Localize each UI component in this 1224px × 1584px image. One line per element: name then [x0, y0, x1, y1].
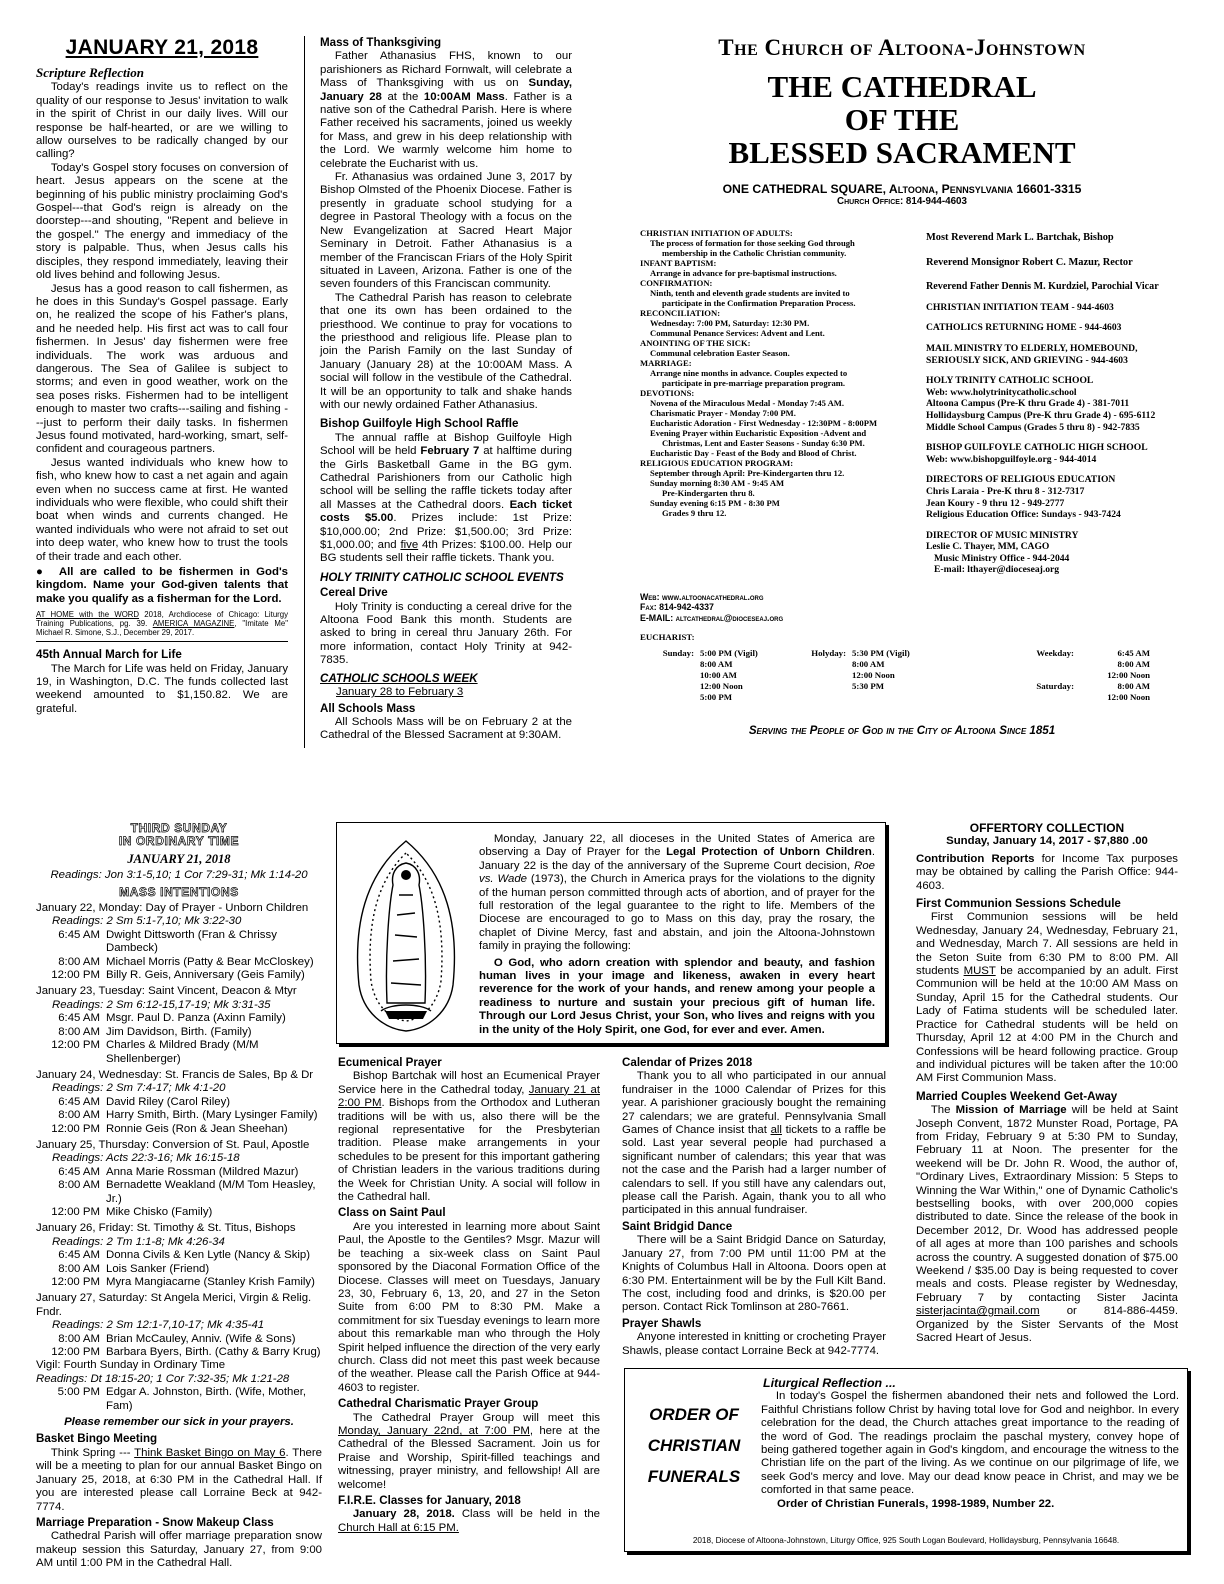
intentions-title-2: IN ORDINARY TIME: [118, 834, 240, 849]
mass-intention: [36, 1123, 322, 1136]
prolife-text: [479, 833, 875, 1037]
ecumenical-text: Bishop Bartchak will host an Ecumenical Prayer Service here in the Cathedral today, January 21 at 2:00 PM. Bishops from the Orthodox and Lutheran traditions will be with us, also there will be the regional representative for the Presbyterian tradition. Please make arrangements in your schedules to be present for this important gathering of Christian leaders in the various traditions during the Week for Christian Unity. A social will follow in the Cathedral hall.: [338, 1070, 601, 1204]
saturday-time: 8:00 AM: [1117, 681, 1150, 691]
motto: Serving the People of God in the City of Altoona Since 1851: [748, 724, 1056, 737]
mass-for: Billy R. Geis, Anniversary (Geis Family): [106, 969, 305, 982]
directory-line: Altoona Campus (Pre-K thru Grade 4) - 381-7011: [926, 398, 1130, 410]
intentions-column: [36, 822, 322, 1571]
mass-for: Bernadette Weakland (M/M Tom Heasley, Jr.): [106, 1179, 316, 1205]
sunday-label: Sunday:: [662, 648, 694, 658]
stpaul-title: Class on Saint Paul: [338, 1206, 446, 1220]
clergy-directory: [926, 232, 1188, 576]
cathedral-title-2: OF THE: [844, 102, 960, 137]
thanksgiving-title: Mass of Thanksgiving: [320, 36, 442, 49]
vicar-name: Reverend Father Dennis M. Kurdziel, Parochial Vicar: [926, 281, 1159, 293]
sacrament-line: Eucharistic Day - Feast of the Body and Blood of Christ.: [650, 448, 857, 458]
weekday-time: 6:45 AM: [1117, 648, 1150, 658]
reflection-text: In today's Gospel the fishermen abandoned their nets and followed the Lord. Faithful Christians follow Christ by having total love for God and neighbor. In every celebration for the dead, the Church attaches great importance to the reading of the word of God. The readings proclaim the paschal mystery, convey hope of being gathered together again in God's kingdom, and encourage the witness to the Christian life on the part of the living. As we continue on our pilgrimage of life, we seek God's mercy and love. May our dead know peace in Christ, and may we be comforted in that same peace.: [761, 1390, 1179, 1497]
mass-time: 6:45 AM: [58, 1249, 100, 1262]
mass-for: Michael Morris (Patty & Bear McCloskey): [106, 955, 314, 968]
intentions-heading: MASS INTENTIONS: [119, 884, 239, 899]
funerals-label-line: FUNERALS: [647, 1467, 741, 1486]
mass-intention: [36, 1206, 322, 1219]
communion-title: First Communion Sessions Schedule: [916, 897, 1121, 911]
weekday-time: 12:00 Noon: [1107, 670, 1150, 680]
sacrament-heading: CHRISTIAN INITIATION OF ADULTS:: [640, 228, 793, 238]
sunday-time: 5:00 PM: [700, 692, 733, 702]
directory-line: Religious Education Office: Sundays - 943-7424: [926, 509, 1121, 521]
raffle-title: Bishop Guilfoyle High School Raffle: [320, 417, 519, 431]
funerals-label: [635, 1399, 753, 1492]
holytrinity-text: Holy Trinity is conducting a cereal drive for the Altoona Food Bank this month. Students are asked to bring in cereal thru January 26th. For more information, contact Holy Trinity at 942-7835.: [320, 600, 572, 667]
intention-day-title: January 25, Thursday: Conversion of St. Paul, Apostle: [36, 1138, 310, 1151]
intentions-date: JANUARY 21, 2018: [127, 851, 231, 866]
sacrament-line: The process of formation for those seeking God through: [650, 238, 855, 248]
scripture-column: [36, 36, 288, 716]
brigid-title: Saint Bridgid Dance: [622, 1219, 733, 1233]
holytrinity-sub: Cereal Drive: [320, 586, 388, 600]
sacrament-heading: INFANT BAPTISM:: [640, 258, 717, 268]
mass-for: Mike Chisko (Family): [106, 1205, 213, 1218]
weekday-time: 8:00 AM: [1117, 659, 1150, 669]
mass-time: 12:00 PM: [51, 1276, 100, 1288]
sacrament-line: Wednesday: 7:00 PM, Saturday: 12:30 PM.: [650, 318, 810, 328]
intention-day-readings: Readings: 2 Tm 1:1-8; Mk 4:26-34: [52, 1235, 225, 1248]
shawls-text: Anyone interested in knitting or crocheting Prayer Shawls, please contact Lorraine Beck at 942-7774.: [622, 1331, 886, 1357]
mass-time: 6:45 AM: [58, 1165, 100, 1178]
offertory-reports: Contribution Reports for Income Tax purposes may be obtained by calling the Parish Office: 944-4603.: [916, 852, 1178, 892]
mass-intention: [36, 969, 322, 982]
website-link[interactable]: Web: www.altoonacathedral.org: [640, 592, 764, 602]
scripture-bullet: ● All are called to be fishermen in God's kingdom. Name your God-given talents that make you qualify as a fisherman for the Lord.: [36, 566, 288, 605]
church-office-phone: Church Office: 814-944-4603: [837, 196, 967, 207]
getaway-text: The Mission of Marriage will be held at Saint Joseph Convent, 1872 Munster Road, Portage, PA from Friday, February 9 at 5:30 PM to Sunday, February 11 at Noon. The presenter for the weekend will be Dr. John R. Wood, the author of, "Ordinary Lives, Extraordinary Mission: 5 Steps to Winning the War Within," one of Dynamic Catholic's bestselling books, with over 200,000 copies distributed to date. Since the release of the book in December 2012, Dr. Wood has addressed people of all ages at more than 100 parishes and schools across the country. A suggested donation of $75.00 Weekend / $35.00 Day is being requested to cover meals and costs. Please register by Wednesday, February 7 by contacting Sister Jacinta sisterjacinta@gmail.com or 814-886-4459. Organized by the Sister Servants of the Most Sacred Heart of Jesus.: [916, 1104, 1179, 1345]
church-address: ONE CATHEDRAL SQUARE, Altoona, Pennsylvania 16601-3315: [722, 182, 1082, 196]
prolife-paragraph: Monday, January 22, all dioceses in the United States of America are observing a Day of Prayer for the Legal Protection of Unborn Children. January 22 is the day of the anniversary of the Supreme Court decision, Roe vs. Wade (1973), the Church in America prays for the violations to the dignity of the human person committed through acts of abortion, and of prayer for the full restoration of the legal guarantee to the right to life. Members of the Diocese are encouraged to go to Mass on this day, pray the rosary, the chaplet of Divine Mercy, fast and abstain, and join the Altoona-Johnstown family in praying the following:: [479, 833, 876, 953]
fire-text: January 28, 2018. Class will be held in the Church Hall at 6:15 PM.: [338, 1508, 600, 1534]
sacrament-heading: RELIGIOUS EDUCATION PROGRAM:: [640, 458, 794, 468]
brigid-text: There will be a Saint Bridgid Dance on Saturday, January 27, from 7:00 PM until 11:00 PM at the Knights of Columbus Hall in Altoona. Doors open at 6:30 PM. Entertainment will be by the Full Kilt Band. The cost, including food and drinks, is $20.00 per person. Contact Rick Tomlinson at 280-7661.: [622, 1234, 886, 1314]
fire-title: F.I.R.E. Classes for January, 2018: [338, 1494, 521, 1507]
mass-time: 6:45 AM: [58, 928, 100, 941]
sunday-time: 5:00 PM (Vigil): [700, 648, 758, 658]
sacrament-heading: CONFIRMATION:: [640, 278, 713, 288]
sunday-time: 8:00 AM: [700, 659, 733, 669]
sick-prayer: Please remember our sick in your prayers.: [64, 1416, 294, 1429]
stpaul-text: Are you interested in learning more about Saint Paul, the Apostle to the Gentiles? Msgr. Mazur will be teaching a six-week class on Saint Paul sponsored by the Diaconal Formation Office of the Diocese. Classes will meet on Tuesdays, January 23, 30, February 6, 13, 20, and 27 in the Seton Suite from 6:00 PM to 8:30 PM. Make a commitment for six Tuesday evenings to learn more about this remarkable man who through the Holy Spirit helped influence the direction of the very early church. Class did not meet this past week because of the weather. Please call the Parish Office at 944-4603 to register.: [338, 1220, 600, 1394]
mass-for: Anna Marie Rossman (Mildred Mazur): [106, 1165, 299, 1178]
sunday-times: [700, 648, 780, 703]
intention-day-title: January 26, Friday: St. Timothy & St. Titus, Bishops: [36, 1222, 296, 1235]
mass-intention: [36, 1096, 322, 1109]
mass-time: 8:00 AM: [58, 1025, 100, 1038]
intentions-readings: Readings: Jon 3:1-5,10; 1 Cor 7:29-31; Mk 1:14-20: [50, 869, 308, 882]
ecumenical-title: Ecumenical Prayer: [338, 1056, 442, 1069]
scripture-title: Scripture Reflection: [36, 65, 144, 80]
directory-line: Middle School Campus (Grades 5 thru 8) - 942-7835: [926, 421, 1140, 433]
sacrament-line: participate in pre-marriage preparation program.: [662, 378, 846, 388]
mass-intention: [36, 1276, 322, 1289]
vigil-readings: Readings: Dt 18:15-20; 1 Cor 7:32-35; Mk 1:21-28: [36, 1372, 290, 1385]
holytrinity-title: HOLY TRINITY CATHOLIC SCHOOL EVENTS: [320, 570, 564, 584]
mass-intention: [36, 1039, 322, 1066]
directory-heading: HOLY TRINITY CATHOLIC SCHOOL: [926, 375, 1094, 387]
funerals-reflection: [761, 1377, 1179, 1511]
sacrament-line: September through April: Pre-Kindergarten thru 12.: [650, 468, 845, 478]
directory-heading: CHRISTIAN INITIATION TEAM - 944-4603: [926, 301, 1114, 313]
mass-time: 6:45 AM: [58, 1095, 100, 1108]
mass-for: Jim Davidson, Birth. (Family): [106, 1025, 252, 1038]
vigil-mass: 5:00 PM Edgar A. Johnston, Birth. (Wife, Mother, Fam): [57, 1386, 307, 1412]
intention-day-title: January 23, Tuesday: Saint Vincent, Deacon & Mtyr: [36, 985, 297, 998]
sacrament-line: Grades 9 thru 12.: [662, 508, 727, 518]
directory-heading: DIRECTORS OF RELIGIOUS EDUCATION: [926, 474, 1116, 486]
holyday-time: 5:30 PM: [852, 681, 885, 691]
bishop-name: Most Reverend Mark L. Bartchak, Bishop: [926, 232, 1114, 243]
marriageprep-title: Marriage Preparation - Snow Makeup Class: [36, 1515, 274, 1529]
mass-intention: [36, 1249, 322, 1262]
mass-for: David Riley (Carol Riley): [106, 1095, 231, 1108]
scripture-paragraph: Today's readings invite us to reflect on the quality of our response to Jesus' invitation to walk in the spirit of Christ in our daily lives. Will our response be half-hearted, or are we willing to allow ourselves to be radically changed by our calling?: [36, 81, 288, 161]
mass-for: Harry Smith, Birth. (Mary Lysinger Family): [106, 1109, 318, 1122]
contact-block: [640, 592, 783, 623]
mass-intention: [36, 1346, 322, 1359]
directory-heading: MAIL MINISTRY TO ELDERLY, HOMEBOUND, SERIOUSLY SICK, AND GRIEVING - 944-4603: [926, 342, 1138, 366]
weekday-times: [1080, 648, 1150, 703]
intention-day: [36, 1139, 322, 1219]
mass-intention: [36, 956, 322, 969]
mass-time: 12:00 PM: [51, 969, 100, 982]
intention-day: [36, 1292, 322, 1359]
mass-for: Barbara Byers, Birth. (Cathy & Barry Krug): [106, 1346, 321, 1359]
reflection-title: Liturgical Reflection ...: [763, 1376, 896, 1390]
calendar-title: Calendar of Prizes 2018: [622, 1056, 753, 1069]
sacrament-line: Novena of the Miraculous Medal - Monday 7:45 AM.: [650, 398, 845, 408]
mass-intention: [36, 1012, 322, 1025]
church-name: The Church of Altoona-Johnstown: [718, 35, 1086, 60]
funerals-label-line: CHRISTIAN: [647, 1436, 741, 1455]
sacrament-line: Christmas, Lent and Easter Seasons - Sunday 6:30 PM.: [662, 438, 865, 448]
sacrament-line: Evening Prayer within Eucharistic Exposition -Advent and: [650, 428, 867, 438]
directory-line: Hollidaysburg Campus (Pre-K thru Grade 4) - 695-6112: [926, 409, 1156, 421]
prolife-prayer: O God, who adorn creation with splendor and beauty, and fashion human lives in your image and likeness, awaken in every heart reverence for the work of your hands, and renew among your people a readiness to nurture and sustain your precious gift of human life. Through our Lord Jesus Christ, your Son, who lives and reigns with you in the unity of the Holy Spirit, one God, for ever and ever. Amen.: [479, 956, 875, 1036]
directory-line: Jean Koury - 9 thru 12 - 949-2777: [926, 497, 1065, 509]
mass-intention: [36, 1263, 322, 1276]
directory-line: Web: www.holytrinitycatholic.school: [926, 386, 1077, 398]
saturday-time: 12:00 Noon: [1107, 692, 1150, 702]
sister-jacinta-email[interactable]: sisterjacinta@gmail.com: [916, 1305, 1040, 1318]
weekday-labels: [1026, 648, 1080, 703]
fax-number: Fax: 814-942-4337: [640, 602, 714, 613]
directory-heading: BISHOP GUILFOYLE CATHOLIC HIGH SCHOOL: [926, 442, 1148, 454]
getaway-title: Married Couples Weekend Get-Away: [916, 1089, 1118, 1103]
ecumenical-column: [338, 1054, 600, 1535]
funerals-label-line: ORDER OF: [649, 1405, 739, 1424]
intention-days: [36, 902, 322, 1359]
sacrament-line: participate in the Confirmation Preparation Process.: [662, 298, 856, 308]
eucharist-schedule: [640, 632, 1180, 703]
cathedral-title-3: BLESSED SACRAMENT: [728, 135, 1076, 170]
mass-time: 8:00 AM: [58, 1262, 100, 1275]
mass-for: Donna Civils & Ken Lytle (Nancy & Skip): [106, 1249, 311, 1262]
our-lady-guadalupe-icon: [345, 835, 467, 1035]
sacrament-line: Pre-Kindergarten thru 8.: [662, 488, 755, 498]
reflection-cite: Order of Christian Funerals, 1998-1989, Number 22.: [777, 1497, 1055, 1510]
intention-day-readings: Readings: 2 Sm 5:1-7,10; Mk 3:22-30: [52, 915, 242, 928]
sacrament-heading: ANOINTING OF THE SICK:: [640, 338, 751, 348]
intention-day-readings: Readings: 2 Sm 6:12-15,17-19; Mk 3:31-35: [52, 998, 271, 1011]
sacrament-line: Charismatic Prayer - Monday 7:00 PM.: [650, 408, 796, 418]
scripture-paragraph: Today's Gospel story focuses on conversion of heart. Jesus appears on the scene at the beginning of his public ministry proclaiming God's Gospel---that God's reign is already on the doorstep---and shouting, "Repent and believe in the gospel." The energy and immediacy of the story is palpable. Thus, when Jesus calls his disciples, they respond immediately, leaving their old lives behind and following Jesus.: [36, 161, 288, 282]
sacrament-line: Arrange nine months in advance. Couples expected to: [650, 368, 848, 378]
intention-day-readings: Readings: Acts 22:3-16; Mk 16:15-18: [52, 1152, 240, 1165]
cathedral-title-1: THE CATHEDRAL: [767, 69, 1037, 104]
scripture-source: AT HOME with the WORD 2018, Archdiocese of Chicago: Liturgy Training Publications, pg. 39. AMERICA MAGAZINE, "Imitate Me" Michael R. Simone, S.J., December 29, 2017.: [36, 610, 289, 638]
communion-text: First Communion sessions will be held Wednesday, January 24, Wednesday, February 21, and Wednesday, March 7. All sessions are held in the Seton Suite from 6:30 PM to 8:00 PM. All students MUST be accompanied by an adult. First Communion will be held at the 10:00 AM Mass on Sunday, April 15 for the Cathedral students. Our Lady of Fatima students will be scheduled later. Practice for Cathedral students will be held on Thursday, April 12 at 4:00 PM in the Church and Confessions will be heard following practice. Group and individual pictures will be taken after the 10:00 AM First Communion Mass.: [916, 911, 1178, 1085]
csweek-dates: January 28 to February 3: [336, 686, 464, 699]
charismatic-title: Cathedral Charismatic Prayer Group: [338, 1397, 539, 1411]
mass-time: 8:00 AM: [58, 955, 100, 968]
mass-intention: [36, 1179, 322, 1206]
calendar-column: [622, 1054, 886, 1358]
thanksgiving-p1: Father Athanasius FHS, known to our parishioners as Richard Fornwalt, will celebrate a Mass of Thanksgiving with us on Sunday, January 28 at the 10:00AM Mass. Father is a native son of the Cathedral Parish. Here is where Father received his sacraments, joined us weekly for Mass, and grew in his deep relationship with the Lord. We warmly welcome him home to celebrate the Eucharist with us.: [320, 50, 573, 170]
mass-time: 12:00 PM: [51, 1039, 100, 1052]
holyday-time: 12:00 Noon: [852, 670, 895, 680]
sacrament-heading: DEVOTIONS:: [640, 388, 695, 398]
intention-day-title: January 22, Monday: Day of Prayer - Unborn Children: [36, 902, 309, 915]
intention-day-readings: Readings: 2 Sm 7:4-17; Mk 4:1-20: [52, 1082, 226, 1095]
mass-time: 8:00 AM: [58, 1109, 100, 1122]
charismatic-text: The Cathedral Prayer Group will meet this Monday, January 22nd, at 7:00 PM, here at the Cathedral of the Blessed Sacrament. Join us for Praise and Worship, Spirit-filled teachings and witnessing, prayer ministry, and fellowship! All are welcome!: [338, 1411, 600, 1491]
csweek-text: All Schools Mass will be on February 2 at the Cathedral of the Blessed Sacrament at 9:30AM.: [320, 715, 572, 742]
mass-for: Dwight Dittsworth (Fran & Chrissy Dambeck): [106, 928, 277, 955]
bingo-text: Think Spring --- Think Basket Bingo on May 6. There will be a meeting to plan for our annual Basket Bingo on January 25, 2018, at 6:30 PM in the Cathedral Hall. If you are interested please call Lorraine Beck at 942-7774.: [36, 1446, 322, 1513]
sacrament-line: Sunday morning 8:30 AM - 9:45 AM: [650, 478, 785, 488]
calendar-text: Thank you to all who participated in our annual fundraiser in the 1000 Calendar of Prizes for this year. A parishioner graciously bought the remaining 27 calendars; we are grateful. Pennsylvania Small Games of Chance insist that all tickets to a raffle be sold. Last year several people had purchased a significant number of calendars; this year that was not the case and the Parish had a larger number of calendars to sell. If you still have any calendars out, please call the Parish. Again, thank you to all who participated in this annual fundraiser.: [622, 1070, 886, 1217]
mass-for: Lois Sanker (Friend): [106, 1262, 210, 1275]
directory-heading: DIRECTOR OF MUSIC MINISTRY: [926, 529, 1079, 541]
saturday-label: Saturday:: [1036, 681, 1074, 691]
email-link[interactable]: E-MAIL: altcathedral@dioceseaj.org: [640, 612, 784, 623]
sacrament-line: Sunday evening 6:15 PM - 8:30 PM: [650, 498, 780, 508]
sunday-time: 12:00 Noon: [700, 681, 743, 691]
directory-line: Chris Laraia - Pre-K thru 8 - 312-7317: [926, 485, 1085, 497]
mass-for: Charles & Mildred Brady (M/M Shellenberger): [106, 1039, 259, 1065]
offertory-title: OFFERTORY COLLECTION: [969, 821, 1125, 835]
holyday-time: 8:00 AM: [852, 659, 885, 669]
thanksgiving-p2: Fr. Athanasius was ordained June 3, 2017 by Bishop Olmsted of the Phoenix Diocese. Father is presently in graduate school studying for a degree in Pastoral Theology with a focus on the New Evangelization at Sacred Heart Major Seminary in Detroit. Father Athanasius is a member of the Franciscan Friars of the Holy Spirit situated in Laveen, Arizona. Father is one of the seven founders of this Franciscan community.: [320, 171, 572, 291]
mass-intention: [36, 1333, 322, 1346]
intention-day: [36, 1222, 322, 1289]
funerals-footer: 2018, Diocese of Altoona-Johnstown, Liturgy Office, 925 South Logan Boulevard, Hollidaysburg, Pennsylvania 16648.: [692, 1536, 1120, 1545]
holyday-times: [852, 648, 936, 703]
offertory-column: [916, 822, 1178, 1345]
raffle-text: The annual raffle at Bishop Guilfoyle High School will be held February 7 at halftime during the Girls Basketball Game in the BG gym. Cathedral Parishioners from our Catholic high school will be selling the raffle tickets today after all Masses at the Cathedral doors. Each ticket costs $5.00. Prizes include: 1st Prize: $10,000.00; 2nd Prize: $1,500.00; 3rd Prize: $1,000.00; and five 4th Prizes: $100.00. Help our BG students sell their raffle tickets. Thank you.: [320, 431, 573, 565]
mass-intention: [36, 1109, 322, 1122]
directory-heading: CATHOLICS RETURNING HOME - 944-4603: [926, 322, 1122, 334]
thanksgiving-column: [320, 34, 572, 743]
eucharist-grid: [640, 648, 1180, 703]
scripture-paragraph: Jesus wanted individuals who knew how to fish, who knew how to cast a net again and again even when no success came at first. He wanted individuals who were flexible, who could shift their boat when winds and currents changed. He wanted individuals who were not afraid to set out into deep water, who knew how to trust the tools of their trade and each other.: [36, 456, 288, 563]
bingo-title: Basket Bingo Meeting: [36, 1432, 158, 1446]
directory-list: [926, 302, 1188, 576]
bulletin-date: JANUARY 21, 2018: [65, 36, 259, 59]
mass-time: 8:00 AM: [58, 1179, 100, 1192]
sacrament-heading: RECONCILIATION:: [640, 308, 721, 318]
sacrament-line: Communal celebration Easter Season.: [650, 348, 790, 358]
funerals-box: [624, 1368, 1188, 1552]
holyday-time: 5:30 PM (Vigil): [852, 648, 910, 658]
intentions-title-1: THIRD SUNDAY: [130, 821, 228, 835]
directory-line: Leslie C. Thayer, MM, CAGO: [926, 541, 1050, 553]
csweek-sub: All Schools Mass: [320, 701, 416, 715]
mass-time: 6:45 AM: [58, 1012, 100, 1025]
shawls-title: Prayer Shawls: [622, 1316, 702, 1330]
csweek-title: CATHOLIC SCHOOLS WEEK: [320, 671, 478, 685]
mass-time: 8:00 AM: [58, 1332, 100, 1345]
column-divider: [304, 36, 305, 748]
thanksgiving-p3: The Cathedral Parish has reason to celebrate that one its own has been ordained to the priesthood. We continue to pray for vocations to the priesthood and religious life. Please plan to join the Parish Family on the last Sunday of January (January 28) at the 10:00AM Mass. A social will follow in the vestibule of the Cathedral. It will be an opportunity to talk and shake hands with our newly ordained Father Athanasius.: [320, 291, 572, 411]
offertory-sub: Sunday, January 14, 2017 - $7,880 .00: [946, 835, 1148, 848]
mass-time: 12:00 PM: [51, 1122, 100, 1135]
intention-day-title: January 24, Wednesday: St. Francis de Sales, Bp & Dr: [36, 1068, 314, 1081]
divider: [36, 641, 288, 642]
sunday-time: 10:00 AM: [700, 670, 737, 680]
directory-line: Music Ministry Office - 944-2044: [934, 552, 1070, 564]
mass-intention: [36, 929, 322, 956]
march-text: The March for Life was held on Friday, January 19, in Washington, D.C. The funds collected last weekend amounted to $1,150.82. We are grateful.: [36, 662, 289, 715]
marriageprep-text: Cathedral Parish will offer marriage preparation snow makeup session this Saturday, January 27, from 9:00 AM until 1:00 PM in the Cathedral Hall.: [36, 1530, 322, 1570]
directory-line: Web: www.bishopguilfoyle.org - 944-4014: [926, 453, 1097, 465]
sacrament-line: Ninth, tenth and eleventh grade students are invited to: [650, 288, 850, 298]
bullet-icon: ●: [36, 566, 59, 579]
sacrament-line: Eucharistic Adoration - First Wednesday - 12:30PM - 8:00PM: [650, 418, 878, 428]
sacrament-line: membership in the Catholic Christian community.: [662, 248, 847, 258]
scripture-paragraph: Jesus has a good reason to call fishermen, as he does in this Sunday's Gospel passage. Early on, he realized the scope of his Father's plans, and he needed help. His first act was to call four fishermen. In Jesus' day fishermen were free individuals. The work was arduous and dangerous. The Sea of Galilee is subject to storms; and even in good weather, work on the sea poses risks. Fishermen had to be intelligent enough to master two crafts---sailing and fishing ---just to perform their daily tasks. In fishermen Jesus found motivated, hard-working, smart, self-confident and courageous partners.: [36, 282, 288, 456]
mass-for: Brian McCauley, Anniv. (Wife & Sons): [106, 1332, 296, 1345]
intention-day: [36, 1069, 322, 1136]
intention-day: [36, 902, 322, 982]
intention-day: [36, 985, 322, 1065]
mass-for: Msgr. Paul D. Panza (Axinn Family): [106, 1012, 286, 1025]
prolife-box: [336, 822, 886, 1044]
directory-line: E-mail: lthayer@dioceseaj.org: [934, 564, 1060, 576]
rector-name: Reverend Monsignor Robert C. Mazur, Rector: [926, 256, 1133, 268]
masthead: [612, 34, 1192, 207]
weekday-label: Weekday:: [1036, 648, 1074, 658]
intention-day-readings: Readings: 2 Sm 12:1-7,10-17; Mk 4:35-41: [52, 1319, 265, 1332]
sacrament-line: Communal Penance Services: Advent and Lent.: [650, 328, 825, 338]
mass-intention: [36, 1166, 322, 1179]
sacraments-list: [640, 228, 925, 518]
mass-intention: [36, 1026, 322, 1039]
sacrament-line: Arrange in advance for pre-baptismal instructions.: [650, 268, 837, 278]
mass-time: 12:00 PM: [51, 1346, 100, 1359]
mass-for: Ronnie Geis (Ron & Jean Sheehan): [106, 1122, 288, 1135]
holyday-label: Holyday:: [811, 648, 846, 658]
intention-day-title: January 27, Saturday: St Angela Merici, Virgin & Relig. Fndr.: [36, 1292, 312, 1318]
eucharist-title: EUCHARIST:: [640, 632, 695, 642]
vigil-block: [36, 1359, 322, 1413]
mass-time: 12:00 PM: [51, 1205, 100, 1218]
sacrament-heading: MARRIAGE:: [640, 358, 692, 368]
march-title: 45th Annual March for Life: [36, 648, 182, 662]
vigil-title: Vigil: Fourth Sunday in Ordinary Time: [36, 1359, 226, 1372]
mass-for: Myra Mangiacarne (Stanley Krish Family): [106, 1276, 315, 1288]
